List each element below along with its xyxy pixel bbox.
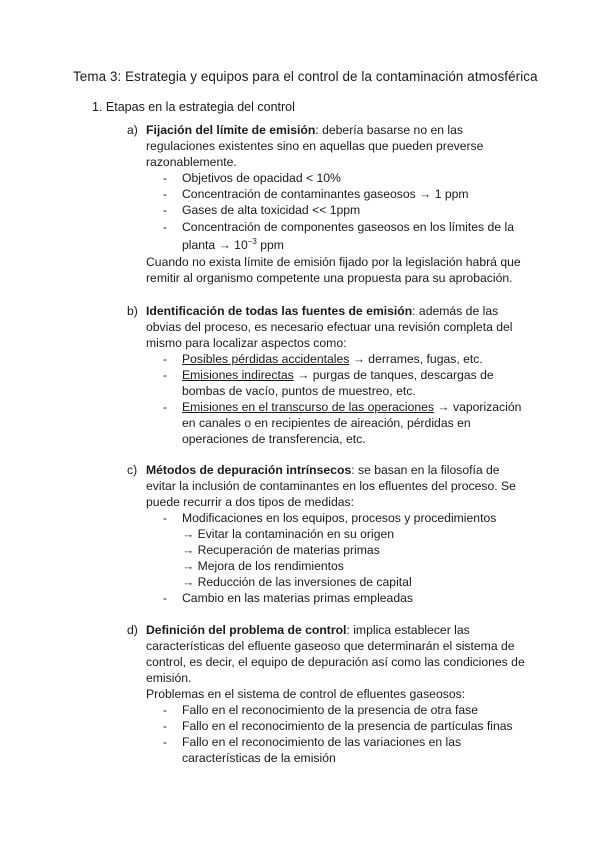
section-heading: 1. Etapas en la estrategia del control [92, 100, 295, 114]
section-c-label: c) [127, 463, 138, 477]
sub-item: → Mejora de los rendimientos [182, 559, 344, 573]
list-item [163, 399, 527, 447]
section-d-text: : implica establecer las características del efluente gaseoso que determinarán el sistema de control, es decir, el equipo de depuración así como las condiciones de emisión. [146, 623, 525, 685]
exponent: −3 [247, 236, 257, 246]
section-a-term: Fijación del límite de emisión [146, 123, 316, 137]
document-title: Tema 3: Estrategia y equipos para el control de la contaminación atmosférica [73, 69, 538, 84]
list-item-text: Concentración de componentes gaseosos en los límites de la planta → 10 [182, 220, 514, 252]
section-b [127, 303, 527, 447]
section-a-note: Cuando no exista límite de emisión fijado por la legislación habrá que remitir al organismo competente una propuesta para su aprobación. [146, 255, 521, 285]
list-item [163, 351, 527, 367]
section-d-list [146, 702, 527, 766]
section-c [127, 462, 527, 606]
section-c-paragraph [146, 462, 527, 510]
list-item-text: → vaporización en canales o en recipientes de aireación, pérdidas en operaciones de transferencia, etc. [182, 400, 522, 446]
section-c-term: Métodos de depuración intrínsecos [146, 463, 352, 477]
section-b-term: Identificación de todas las fuentes de emisión [146, 304, 413, 318]
sub-item: → Recuperación de materias primas [182, 543, 380, 557]
list-item [163, 510, 527, 590]
list-item: - Fallo en el reconocimiento de las variaciones en las características de la emisión [163, 734, 527, 766]
section-a [127, 122, 527, 286]
section-b-paragraph [146, 303, 527, 351]
sub-item: → Evitar la contaminación en su origen [182, 527, 395, 541]
list-item-term: Emisiones en el transcurso de las operaciones [182, 400, 435, 414]
list-item: - Fallo en el reconocimiento de la presencia de otra fase [163, 702, 527, 718]
section-b-text: : además de las obvias del proceso, es necesario efectuar una revisión completa del mismo para localizar aspectos como: [146, 304, 513, 350]
list-item: - Objetivos de opacidad < 10% [163, 170, 527, 186]
list-item-text: → purgas de tanques, descargas de bombas de vacío, puntos de muestreo, etc. [182, 368, 494, 398]
list-item-text: - Modificaciones en los equipos, procesos y procedimientos [182, 511, 497, 525]
list-item [163, 218, 527, 254]
section-b-list [146, 351, 527, 447]
list-item: - Fallo en el reconocimiento de la presencia de partículas finas [163, 718, 527, 734]
section-a-paragraph [146, 122, 527, 170]
section-b-label: b) [127, 304, 138, 318]
section-c-text: : se basan en la filosofía de evitar la inclusión de contaminantes en los efluentes del proceso. Se puede recurrir a dos tipos de medidas: [146, 463, 516, 509]
sub-item: → Reducción de las inversiones de capital [182, 575, 412, 589]
list-item: - Concentración de contaminantes gaseosos → 1 ppm [163, 186, 527, 202]
section-c-list [146, 510, 527, 606]
section-d-paragraph [146, 622, 527, 686]
list-item-term: Posibles pérdidas accidentales [182, 352, 350, 366]
section-d-label: d) [127, 623, 138, 637]
list-item-text: → derrames, fugas, etc. [349, 352, 483, 366]
list-item: - Cambio en las materias primas empleadas [163, 590, 527, 606]
section-d-term: Definición del problema de control [146, 623, 347, 637]
section-a-list [146, 170, 527, 254]
section-a-text: : debería basarse no en las regulaciones existentes sino en aquellas que pueden preverse razonablemente. [146, 123, 484, 169]
section-d [127, 622, 527, 766]
list-item: - Gases de alta toxicidad << 1ppm [163, 202, 527, 218]
unit: ppm [256, 238, 284, 252]
list-item [163, 367, 527, 399]
section-d-intro: Problemas en el sistema de control de efluentes gaseosos: [146, 687, 466, 701]
list-item-term: Emisiones indirectas [182, 368, 294, 382]
section-a-label: a) [127, 123, 138, 137]
